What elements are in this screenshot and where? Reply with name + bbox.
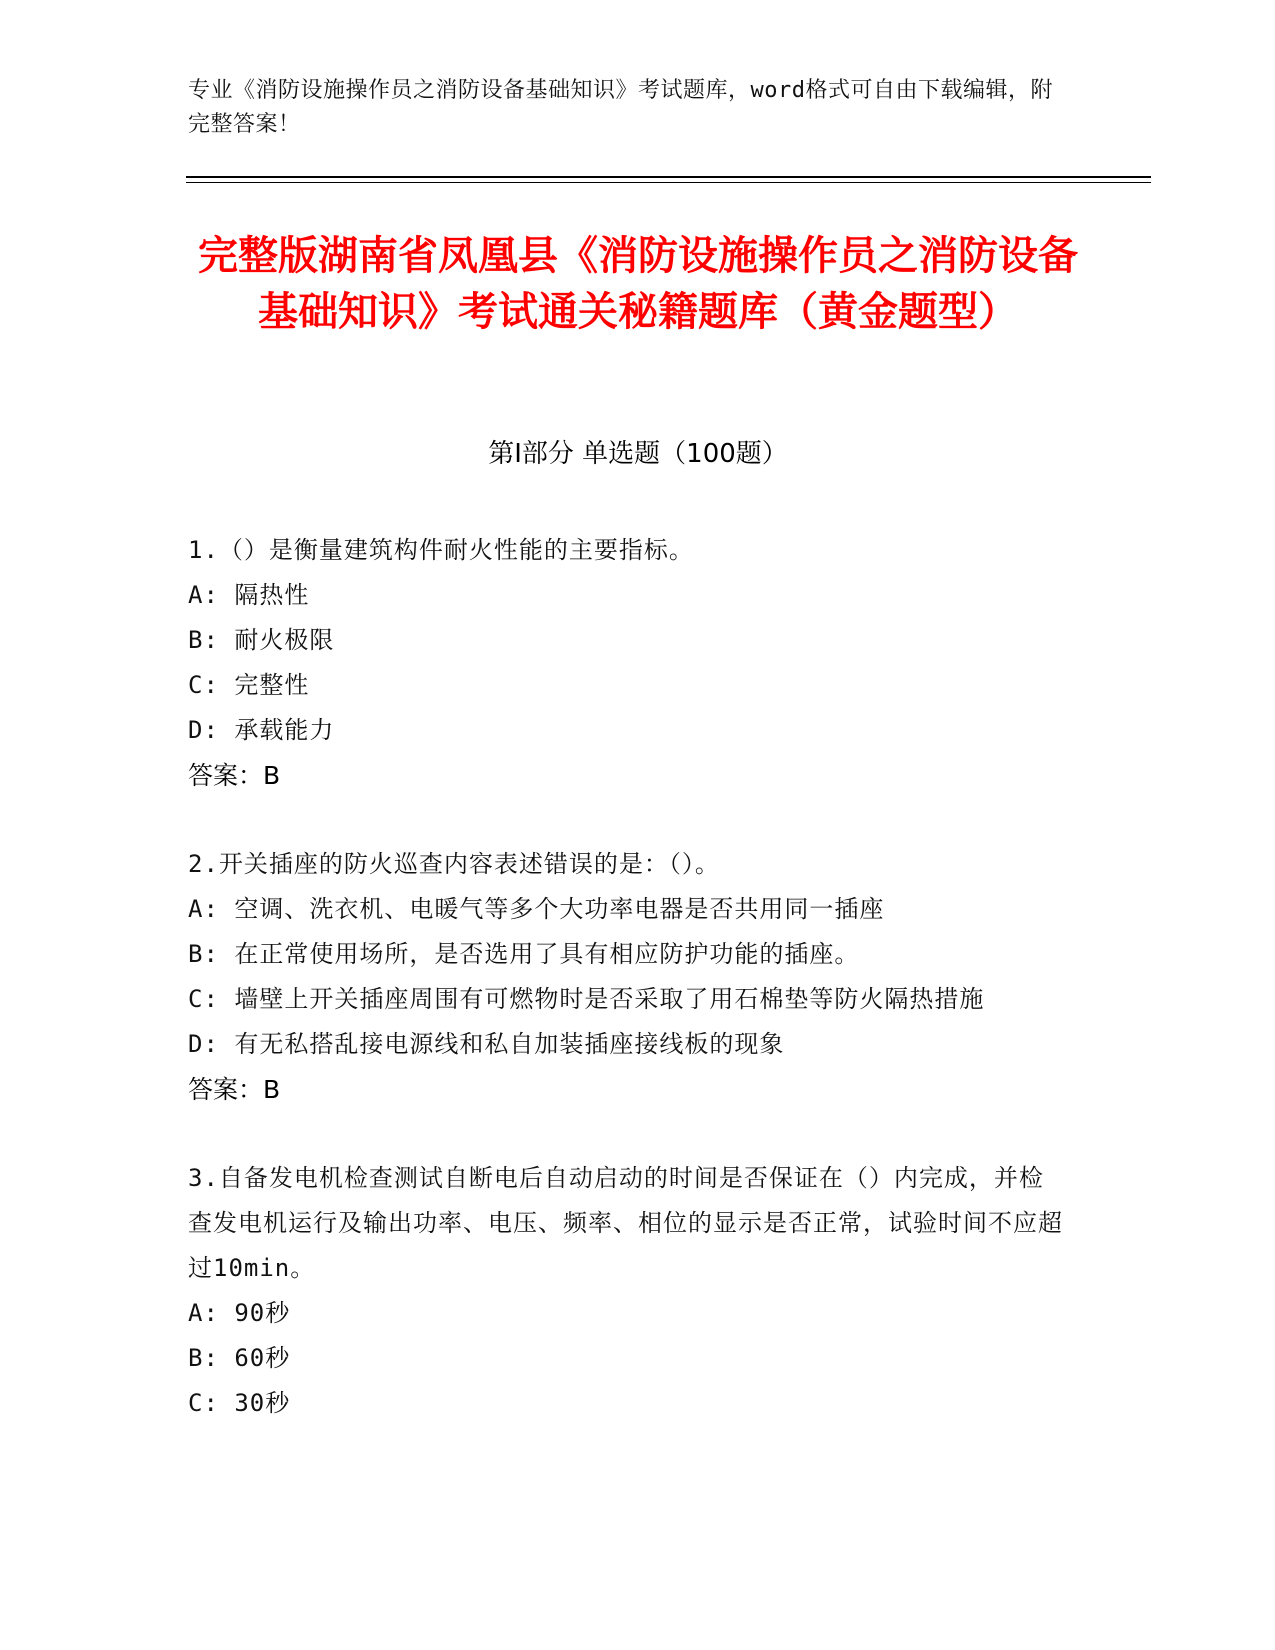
question-stem: 1.（）是衡量建筑构件耐火性能的主要指标。 [188, 536, 694, 564]
option-text: 90秒 [234, 1299, 291, 1327]
option-c [188, 977, 1068, 1022]
option-text: 有无私搭乱接电源线和私自加装插座接线板的现象 [234, 1030, 785, 1058]
option-a [188, 573, 1068, 618]
option-text: 承载能力 [234, 716, 335, 744]
option-c [188, 1381, 1068, 1426]
answer-line: 答案：B [188, 761, 281, 790]
header-note: 专业《消防设施操作员之消防设备基础知识》考试题库，word格式可自由下载编辑，附完整答案！ [188, 78, 1053, 137]
option-text: 空调、洗衣机、电暖气等多个大功率电器是否共用同一插座 [234, 895, 885, 923]
option-key: B: [188, 626, 219, 654]
option-text: 隔热性 [234, 581, 310, 609]
option-key: D: [188, 716, 219, 744]
option-key: A: [188, 895, 219, 923]
option-key: B: [188, 940, 219, 968]
header-divider-thin [186, 182, 1151, 183]
option-d [188, 708, 1068, 753]
option-d [188, 1022, 1068, 1067]
option-key: A: [188, 1299, 219, 1327]
question-1 [188, 528, 1068, 798]
question-2 [188, 842, 1068, 1112]
option-text: 耐火极限 [234, 626, 335, 654]
option-key: C: [188, 985, 219, 1013]
option-key: D: [188, 1030, 219, 1058]
option-b [188, 1336, 1068, 1381]
option-text: 墙壁上开关插座周围有可燃物时是否采取了用石棉垫等防火隔热措施 [234, 985, 985, 1013]
option-b [188, 932, 1068, 977]
header-divider-thick [186, 176, 1151, 178]
option-text: 60秒 [234, 1344, 291, 1372]
section-heading: 第I部分 单选题（100题） [488, 439, 788, 469]
option-a [188, 1291, 1068, 1336]
option-key: B: [188, 1344, 219, 1372]
question-list [188, 528, 1068, 1470]
question-stem: 2.开关插座的防火巡查内容表述错误的是：（）。 [188, 850, 720, 878]
option-key: C: [188, 1389, 219, 1417]
question-3 [188, 1156, 1068, 1426]
option-c [188, 663, 1068, 708]
option-key: A: [188, 581, 219, 609]
option-a [188, 887, 1068, 932]
option-text: 完整性 [234, 671, 310, 699]
question-stem: 3.自备发电机检查测试自断电后自动启动的时间是否保证在（）内完成，并检查发电机运行及输出功率、电压、频率、相位的显示是否正常，试验时间不应超过10min。 [188, 1164, 1063, 1282]
answer-line: 答案：B [188, 1075, 281, 1104]
option-text: 30秒 [234, 1389, 291, 1417]
document-title: 完整版湖南省凤凰县《消防设施操作员之消防设备基础知识》考试通关秘籍题库（黄金题型） [198, 233, 1078, 335]
option-key: C: [188, 671, 219, 699]
option-b [188, 618, 1068, 663]
option-text: 在正常使用场所，是否选用了具有相应防护功能的插座。 [234, 940, 860, 968]
